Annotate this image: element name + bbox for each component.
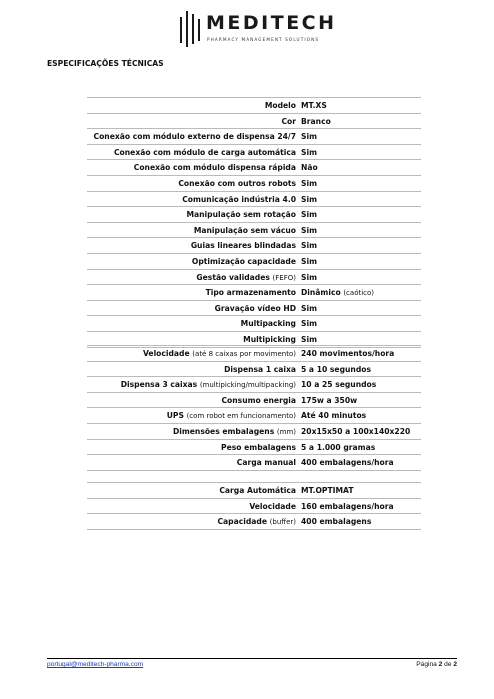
- brand-name: MEDITECH: [206, 12, 337, 34]
- spec-label-text: Carga Automática: [219, 486, 296, 495]
- spec-value-text: 160 embalagens/hora: [301, 501, 394, 511]
- spec-value: [301, 427, 410, 436]
- footer-divider: [47, 658, 457, 659]
- spec-value: [301, 319, 317, 328]
- spec-row: [87, 192, 421, 208]
- spec-label: [241, 319, 296, 328]
- spec-row: [87, 270, 421, 286]
- spec-row: [87, 254, 421, 270]
- spec-label-text: Optimização capacidade: [191, 256, 296, 266]
- spec-value-text: Dinâmico: [301, 288, 341, 298]
- spec-label-text: Gestão validades: [196, 272, 270, 282]
- spec-row: [87, 223, 421, 239]
- spec-row: [87, 377, 421, 393]
- spec-value-text: Sim: [301, 147, 317, 157]
- spec-value: [301, 226, 317, 235]
- spec-label: [192, 257, 296, 266]
- spec-label-text: Cor: [281, 116, 296, 126]
- spec-value: [301, 502, 394, 511]
- spec-label: [196, 273, 296, 282]
- spec-value: [301, 163, 318, 172]
- footer-email-link[interactable]: portugal@meditech-pharma.com: [47, 661, 144, 668]
- spec-label: [249, 502, 296, 511]
- spec-value-text: 5 a 1.000 gramas: [301, 442, 376, 452]
- spec-label-text: Multipicking: [243, 334, 296, 344]
- spec-value: [301, 335, 317, 344]
- spec-row: [87, 285, 421, 301]
- spec-value: [301, 458, 394, 467]
- spec-value: [301, 195, 317, 204]
- spec-value-text: 5 a 10 segundos: [301, 364, 371, 374]
- spec-row: [87, 499, 421, 515]
- spec-label: [191, 241, 296, 250]
- spec-row: [87, 129, 421, 145]
- spec-label: [215, 304, 296, 313]
- spec-label: [224, 365, 296, 374]
- spec-value: [301, 210, 317, 219]
- spec-value-text: Até 40 minutos: [301, 411, 367, 421]
- spec-row: [87, 238, 421, 254]
- spec-value: [301, 117, 331, 126]
- spec-label-note: (até 8 caixas por movimento): [192, 350, 296, 358]
- spec-value-text: Não: [301, 163, 318, 173]
- spec-label-note: (buffer): [269, 518, 296, 527]
- page-number: [416, 661, 457, 668]
- spec-label: [114, 148, 296, 157]
- spec-label: [243, 335, 296, 344]
- spec-label: [221, 396, 296, 405]
- spec-value: [301, 257, 317, 266]
- spec-row: [87, 207, 421, 223]
- spec-value-text: Sim: [301, 178, 317, 188]
- spec-value: [301, 349, 394, 358]
- spec-label-text: Modelo: [264, 101, 296, 110]
- spec-value-text: 175w a 350w: [301, 395, 358, 405]
- spec-row: [87, 145, 421, 161]
- spec-row: [87, 301, 421, 317]
- spec-row: [87, 393, 421, 409]
- spec-value-text: 10 a 25 segundos: [301, 380, 377, 390]
- spec-value: [301, 517, 371, 526]
- spec-row: [87, 424, 421, 440]
- spec-value: [301, 365, 371, 374]
- spec-table-general: [87, 97, 421, 348]
- spec-row: [87, 316, 421, 332]
- spec-row: [87, 440, 421, 456]
- spec-label: [94, 132, 296, 141]
- spec-label-text: Manipulação sem vácuo: [193, 225, 296, 235]
- spec-label-text: Dispensa 1 caixa: [224, 364, 296, 374]
- spec-row: [87, 160, 421, 176]
- spec-label-text: Velocidade: [249, 501, 296, 511]
- page-mid: de: [442, 661, 454, 668]
- spec-label-text: Peso embalagens: [221, 442, 296, 452]
- spec-label: [134, 163, 296, 172]
- section-title: ESPECIFICAÇÕES TÉCNICAS: [47, 59, 164, 68]
- spec-value: [301, 148, 317, 157]
- spec-label-note: (FEFO): [272, 273, 296, 282]
- page-total: 2: [453, 661, 457, 668]
- spec-label-text: Gravação vídeo HD: [214, 303, 296, 313]
- spec-value: [301, 132, 317, 141]
- spec-value-text: Sim: [301, 303, 317, 313]
- spec-value-text: 400 embalagens/hora: [301, 458, 394, 468]
- spec-label-text: Consumo energia: [221, 395, 296, 405]
- spec-label: [167, 411, 296, 420]
- spec-value-text: Sim: [301, 241, 317, 251]
- spec-label: [173, 427, 296, 436]
- spec-row: [87, 514, 421, 530]
- spec-value: [301, 304, 317, 313]
- spec-label: [182, 195, 296, 204]
- spec-label: [178, 179, 296, 188]
- spec-label-text: Conexão com outros robots: [178, 178, 296, 188]
- spec-label-text: Velocidade: [142, 349, 190, 358]
- spec-table-automatic-load: [87, 482, 421, 530]
- spec-label-text: Conexão com módulo externo de dispensa 24/7: [93, 132, 296, 142]
- spec-label-text: Manipulação sem rotação: [186, 210, 296, 220]
- spec-label: [281, 117, 296, 126]
- spec-label-note: (multipicking/multipacking): [199, 381, 296, 390]
- spec-value-text: MT.XS: [301, 101, 327, 110]
- page-current: 2: [438, 661, 443, 668]
- spec-label-note: (mm): [276, 427, 296, 436]
- spec-value-text: 20x15x50 a 100x140x220: [301, 426, 411, 436]
- spec-label: [221, 443, 296, 452]
- spec-value: [301, 273, 317, 282]
- spec-value-text: 240 movimentos/hora: [301, 349, 395, 358]
- spec-value-text: Sim: [301, 132, 317, 142]
- spec-label: [186, 210, 296, 219]
- spec-value-text: 400 embalagens: [301, 517, 372, 527]
- spec-label-text: Dimensões embalagens: [172, 426, 275, 436]
- spec-value: [301, 101, 327, 110]
- spec-row: [87, 176, 421, 192]
- spec-label: [121, 380, 296, 389]
- brand-tagline: PHARMACY MANAGEMENT SOLUTIONS: [207, 37, 320, 42]
- spec-value-text: Sim: [301, 319, 317, 329]
- spec-row: [87, 483, 421, 499]
- spec-row: [87, 98, 421, 114]
- spec-value-text: Sim: [301, 334, 317, 344]
- spec-label-text: Tipo armazenamento: [205, 288, 296, 298]
- spec-value-note: (caótico): [343, 289, 375, 298]
- spec-table-performance: [87, 345, 421, 471]
- spec-label: [217, 517, 296, 526]
- spec-label: [194, 226, 296, 235]
- spec-value: [301, 241, 317, 250]
- spec-label-text: Guias lineares blindadas: [190, 241, 296, 251]
- spec-label: [143, 349, 296, 358]
- spec-label-text: Capacidade: [217, 517, 267, 527]
- spec-label-text: Conexão com módulo de carga automática: [113, 147, 296, 157]
- spec-value-text: Sim: [301, 210, 317, 220]
- spec-value: [301, 179, 317, 188]
- spec-value: [301, 396, 357, 405]
- spec-row: [87, 362, 421, 378]
- spec-value-text: Sim: [301, 194, 317, 204]
- spec-value: [301, 380, 376, 389]
- spec-label-text: Dispensa 3 caixas: [120, 380, 198, 390]
- spec-value: [301, 288, 374, 297]
- page-prefix: Página: [416, 661, 439, 668]
- spec-label-text: Carga manual: [236, 458, 296, 468]
- spec-value: [301, 443, 375, 452]
- spec-label-text: UPS: [166, 411, 184, 421]
- spec-label: [219, 486, 296, 495]
- spec-row: [87, 346, 421, 362]
- spec-label-text: Multipacking: [240, 319, 296, 329]
- spec-label-note: (com robot em funcionamento): [186, 412, 296, 421]
- spec-value: [301, 486, 354, 495]
- spec-row: [87, 455, 421, 471]
- spec-row: [87, 408, 421, 424]
- meditech-logo: [180, 11, 337, 47]
- spec-row: [87, 114, 421, 130]
- spec-value-text: Branco: [301, 116, 331, 126]
- spec-value-text: Sim: [301, 256, 317, 266]
- spec-label: [206, 288, 296, 297]
- spec-label-text: Comunicação indústria 4.0: [182, 194, 296, 204]
- spec-value: [301, 411, 366, 420]
- spec-value-text: Sim: [301, 272, 317, 282]
- spec-value-text: MT.OPTIMAT: [301, 486, 354, 495]
- spec-label: [265, 101, 296, 110]
- spec-value-text: Sim: [301, 225, 317, 235]
- spec-label-text: Conexão com módulo dispensa rápida: [133, 163, 296, 173]
- spec-label: [237, 458, 296, 467]
